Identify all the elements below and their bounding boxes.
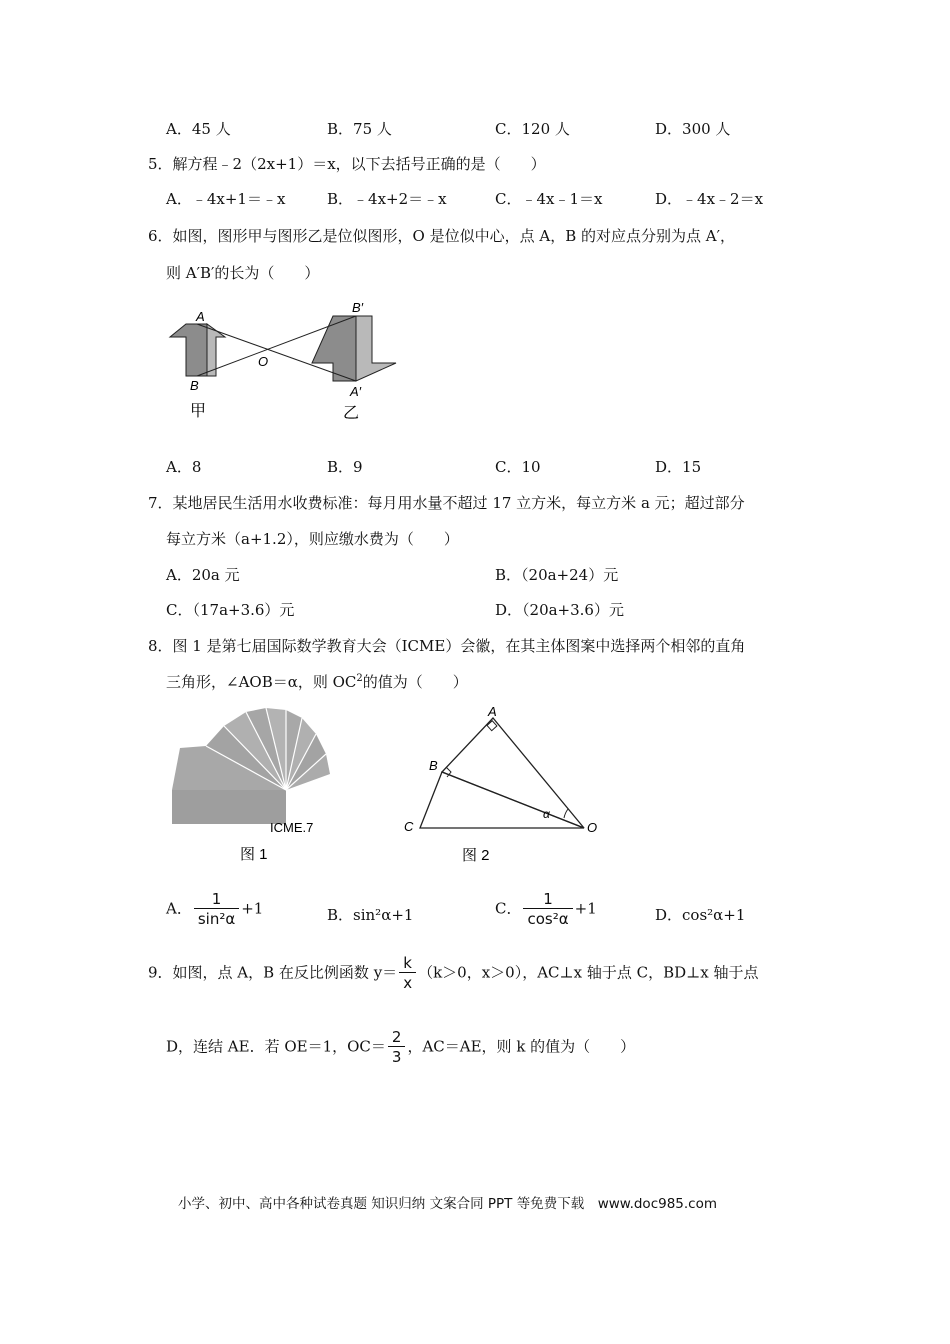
q7-stem-line1: 7．某地居民生活用水收费标准：每月用水量不超过 17 立方米，每立方米 a 元；超过部分: [148, 494, 745, 512]
q7-option-a: A．20a 元: [166, 566, 240, 584]
icme-logo-figure: [166, 702, 366, 872]
q9-stem-line2: [166, 1028, 635, 1067]
q8-option-c-suffix: +1: [574, 899, 597, 918]
label-jia: 甲: [190, 403, 207, 420]
q8-option-a-letter: A．: [166, 899, 192, 918]
q5-stem: 5．解方程﹣2（2x+1）＝x，以下去括号正确的是（ ）: [148, 155, 546, 173]
q9-oc-numerator: 2: [388, 1028, 406, 1047]
q6-option-d: D．15: [655, 458, 702, 476]
q8-stem-line2-text: 三角形，∠AOB＝α，则 OC: [166, 673, 357, 691]
q5-option-d: D．﹣4x﹣2＝x: [655, 190, 764, 208]
q4-option-d: D．300 人: [655, 120, 731, 138]
q8-option-c-letter: C．: [495, 899, 522, 918]
q9-line2-text: D，连结 AE．若 OE＝1，OC＝: [166, 1037, 386, 1056]
q9-function-fraction: [399, 954, 416, 993]
q9-line1-text: 9．如图，点 A，B 在反比例函数 y＝: [148, 963, 398, 982]
fig2-label-a: A: [488, 704, 497, 719]
triangle-abo: [442, 718, 584, 828]
q8-option-c-denominator: cos²α: [527, 910, 569, 928]
q9-stem-line1: [148, 954, 759, 993]
fig2-triangle-figure: [398, 700, 608, 872]
figure-jia-right-half: [207, 324, 225, 376]
q5-option-c: C．﹣4x﹣1＝x: [495, 190, 603, 208]
figure-jia-left-half: [170, 324, 207, 376]
q8-superscript: 2: [356, 673, 363, 684]
q9-oc-denominator: 3: [391, 1048, 402, 1066]
q7-option-b: B．（20a+24）元: [495, 566, 619, 584]
logo-triangle-1: [172, 790, 286, 824]
page-footer: 小学、初中、高中各种试卷真题 知识归纳 文案合同 PPT 等免费下载 www.doc985.com: [178, 1196, 718, 1212]
q8-option-a-numerator: 1: [194, 890, 239, 909]
q8-option-c-numerator: 1: [523, 890, 572, 909]
fig2-label-b: B: [429, 758, 438, 773]
fig2-label-c: C: [404, 819, 414, 834]
q6-stem-line2: 则 A′B′的长为（ ）: [166, 264, 320, 282]
q6-option-a: A．8: [166, 458, 202, 476]
q9-oc-fraction: [388, 1028, 406, 1067]
triangle-bco: [420, 772, 584, 828]
q8-stem-line2: [166, 671, 468, 692]
q7-stem-line2: 每立方米（a+1.2），则应缴水费为（ ）: [166, 530, 459, 548]
q8-stem-line2-end: 的值为（ ）: [362, 673, 468, 691]
label-b-prime: B′: [352, 300, 364, 315]
fig2-label-alpha: α: [543, 807, 550, 821]
label-a-prime: A′: [350, 384, 362, 399]
q9-line2-end: ，AC＝AE，则 k 的值为（ ）: [407, 1037, 636, 1056]
q8-option-c-fraction: [523, 890, 572, 929]
label-o: O: [258, 354, 269, 369]
q8-option-b: B．sin²α+1: [327, 906, 414, 924]
q6-option-c: C．10: [495, 458, 541, 476]
q8-option-a-suffix: +1: [241, 899, 264, 918]
q6-stem-line1: 6．如图，图形甲与图形乙是位似图形，O 是位似中心，点 A，B 的对应点分别为点 A′，: [148, 227, 736, 245]
fig1-caption: 图 1: [240, 846, 268, 863]
angle-alpha-arc: [564, 809, 568, 818]
q8-stem-line1: 8．图 1 是第七届国际数学教育大会（ICME）会徽，在其主体图案中选择两个相邻的直角: [148, 637, 746, 655]
q7-option-c: C．（17a+3.6）元: [166, 601, 295, 619]
q8-option-a-fraction: [194, 890, 239, 929]
q8-option-c: [495, 890, 597, 929]
label-yi: 乙: [343, 405, 360, 422]
q7-option-d: D．（20a+3.6）元: [495, 601, 624, 619]
q9-fraction-denominator: x: [403, 974, 413, 992]
q8-option-a: [166, 890, 263, 929]
icme-logo-text: ICME.7: [270, 820, 314, 835]
q4-option-b: B．75 人: [327, 120, 392, 138]
q6-homothety-figure: [160, 296, 410, 426]
fig2-caption: 图 2: [462, 847, 490, 864]
figure-yi-left-half: [312, 316, 356, 381]
q9-fraction-numerator: k: [399, 954, 416, 973]
q5-option-a: A．﹣4x+1＝﹣x: [166, 190, 286, 208]
q6-option-b: B．9: [327, 458, 363, 476]
label-b: B: [190, 378, 199, 393]
q4-option-c: C．120 人: [495, 120, 570, 138]
q9-line1-end: （k＞0，x＞0），AC⊥x 轴于点 C，BD⊥x 轴于点: [418, 963, 759, 982]
fig2-label-o: O: [587, 820, 598, 835]
q5-option-b: B．﹣4x+2＝﹣x: [327, 190, 447, 208]
label-a: A: [196, 309, 205, 324]
q8-option-d: D．cos²α+1: [655, 906, 746, 924]
q8-option-a-denominator: sin²α: [197, 910, 236, 928]
figure-yi-right-half: [356, 316, 396, 381]
q4-option-a: A．45 人: [166, 120, 231, 138]
